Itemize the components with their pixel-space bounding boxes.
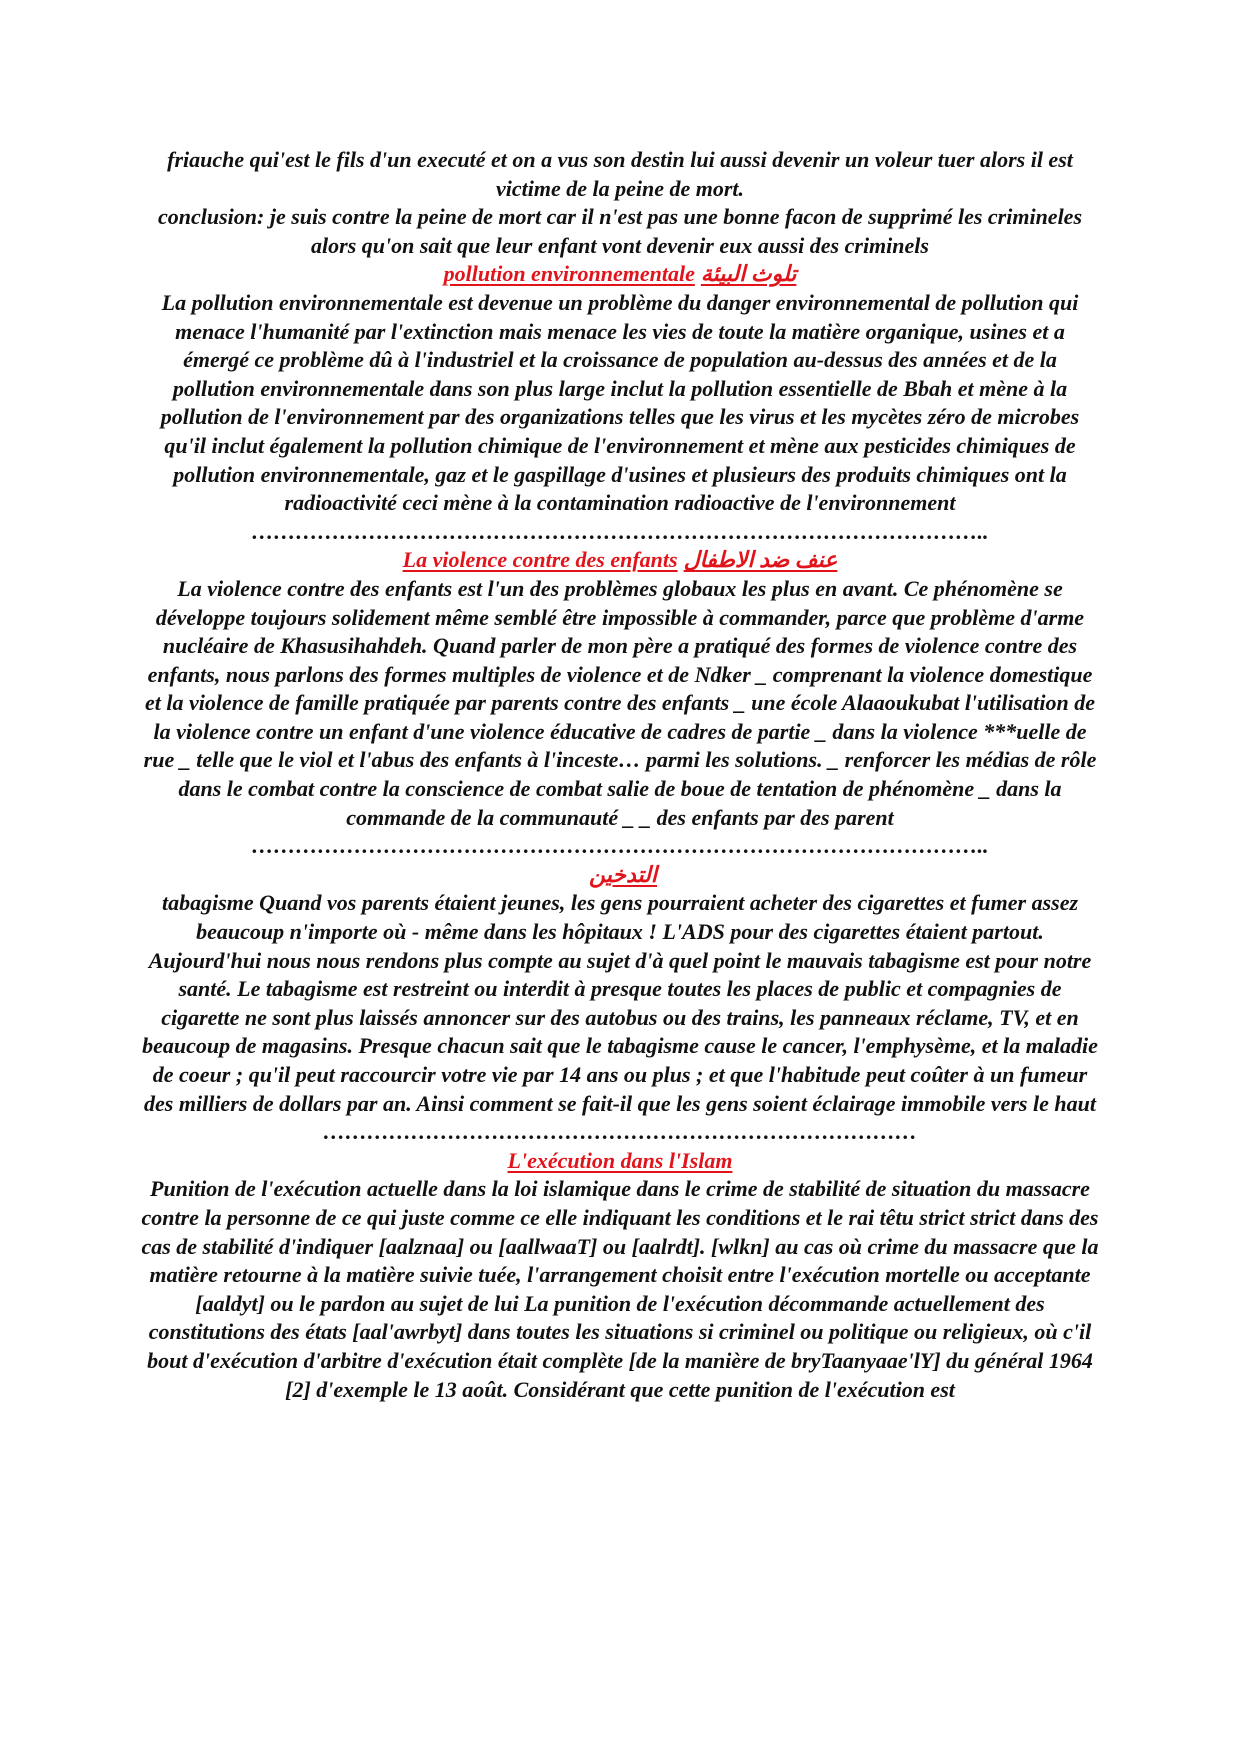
section-heading-execution [140,1147,1100,1176]
section-body-smoking: tabagisme Quand vos parents étaient jeunes, les gens pourraient acheter des cigarettes et fumer assez beaucoup n'importe où - même dans les hôpitaux ! L'ADS pour des cigarettes étaient partout. Aujourd'hui nous nous rendons plus compte au sujet d'à quel point le mauvais tabagisme est pour notre santé. Le tabagisme est restreint ou interdit à presque toutes les places de public et compagnies de cigarette ne sont plus laissés annoncer sur des autobus ou des trains, les panneaux réclame, TV, et en beaucoup de magasins. Presque chacun sait que le tabagisme cause le cancer, l'emphysème, et la maladie de coeur ; qu'il peut raccourcir votre vie par 14 ans ou plus ; et que l'habitude peut coûter à un fumeur des milliers de dollars par an. Ainsi comment se fait-il que les gens soient éclairage immobile vers le haut [142,890,1098,1116]
separator-dots: ……………………………………………………………………………………….. [251,518,989,544]
section-body-pollution: La pollution environnementale est devenue un problème du danger environnemental de pollution qui menace l'humanité par l'extinction mais menace les vies de toute la matière organique, usines et a émergé ce problème dû à l'industriel et la croissance de population au-dessus des années et de la pollution environnementale dans son plus large inclut la pollution essentielle de Bbah et mène à la pollution de l'environnement par des organizations telles que les virus et les mycètes zéro de microbes qu'il inclut également la pollution chimique de l'environnement et mène aux pesticides chimiques de pollution environnementale, gaz et le gaspillage d'usines et plusieurs des produits chimiques ont la radioactivité ceci mène à la contamination radioactive de l'environnement [160,289,1080,516]
section-heading-violence [140,546,1100,575]
separator-dots: ……………………………………………………………………………………….. [251,833,989,859]
heading-arabic: التدخين [589,861,657,887]
heading-text: pollution environnementale [443,261,695,287]
separator-dots: ……………………………………………………………………… [323,1119,917,1145]
heading-arabic: تلوث البيئة [700,261,797,287]
heading-arabic: عنف ضد الاطفال [683,547,838,573]
intro-paragraph-1: friauche qui'est le fils d'un executé et on a vus son destin lui aussi devenir un voleur tuer alors il est victime de la peine de mort. [167,147,1073,201]
heading-text: La violence contre des enfants [402,547,678,573]
section-body-execution: Punition de l'exécution actuelle dans la loi islamique dans le crime de stabilité de situation du massacre contre la personne de ce qui juste comme ce elle indiquant les conditions et le rai têtu strict strict dans des cas de stabilité d'indiquer [aalznaa] ou [aallwaaT] ou [aalrdt]. [wlkn] au cas où crime du massacre que la matière retourne à la matière suivie tuée, l'arrangement choisit entre l'exécution mortelle ou acceptante [aaldyt] ou le pardon au sujet de lui La punition de l'exécution décommande actuellement des constitutions des états [aal'awrbyt] dans toutes les situations si criminel ou politique ou religieux, où c'il bout d'exécution d'arbitre d'exécution était complète [de la manière de bryTaanyaae'lY] du général 1964 [2] d'exemple le 13 août. Considérant que cette punition de l'exécution est [141,1176,1099,1402]
section-heading-smoking [140,861,1100,890]
section-heading-pollution [140,260,1100,289]
section-body-violence: La violence contre des enfants est l'un des problèmes globaux les plus en avant. Ce phénomène se développe toujours solidement même semblé être impossible à commander, parce que problème d'arme nucléaire de Khasusihahdeh. Quand parler de mon père a pratiqué des formes de violence contre des enfants, nous parlons des formes multiples de violence et de Ndker _ comprenant la violence domestique et la violence de famille pratiquée par parents contre des enfants _ une école Alaaoukubat l'utilisation de la violence contre un enfant d'une violence éducative de cadres de partie _ dans la violence ***uelle de rue _ telle que le viol et l'abus des enfants à l'inceste… parmi les solutions. _ renforcer les médias de rôle dans le combat contre la conscience de combat salie de boue de tentation de phénomène _ dans la commande de la communauté _ _ des enfants par des parent [143,575,1097,830]
document-page [140,146,1100,1404]
intro-paragraph-2: conclusion: je suis contre la peine de mort car il n'est pas une bonne facon de supprimé les crimineles alors qu'on sait que leur enfant vont devenir eux aussi des criminels [157,204,1083,258]
heading-text: L'exécution dans l'Islam [507,1147,733,1173]
